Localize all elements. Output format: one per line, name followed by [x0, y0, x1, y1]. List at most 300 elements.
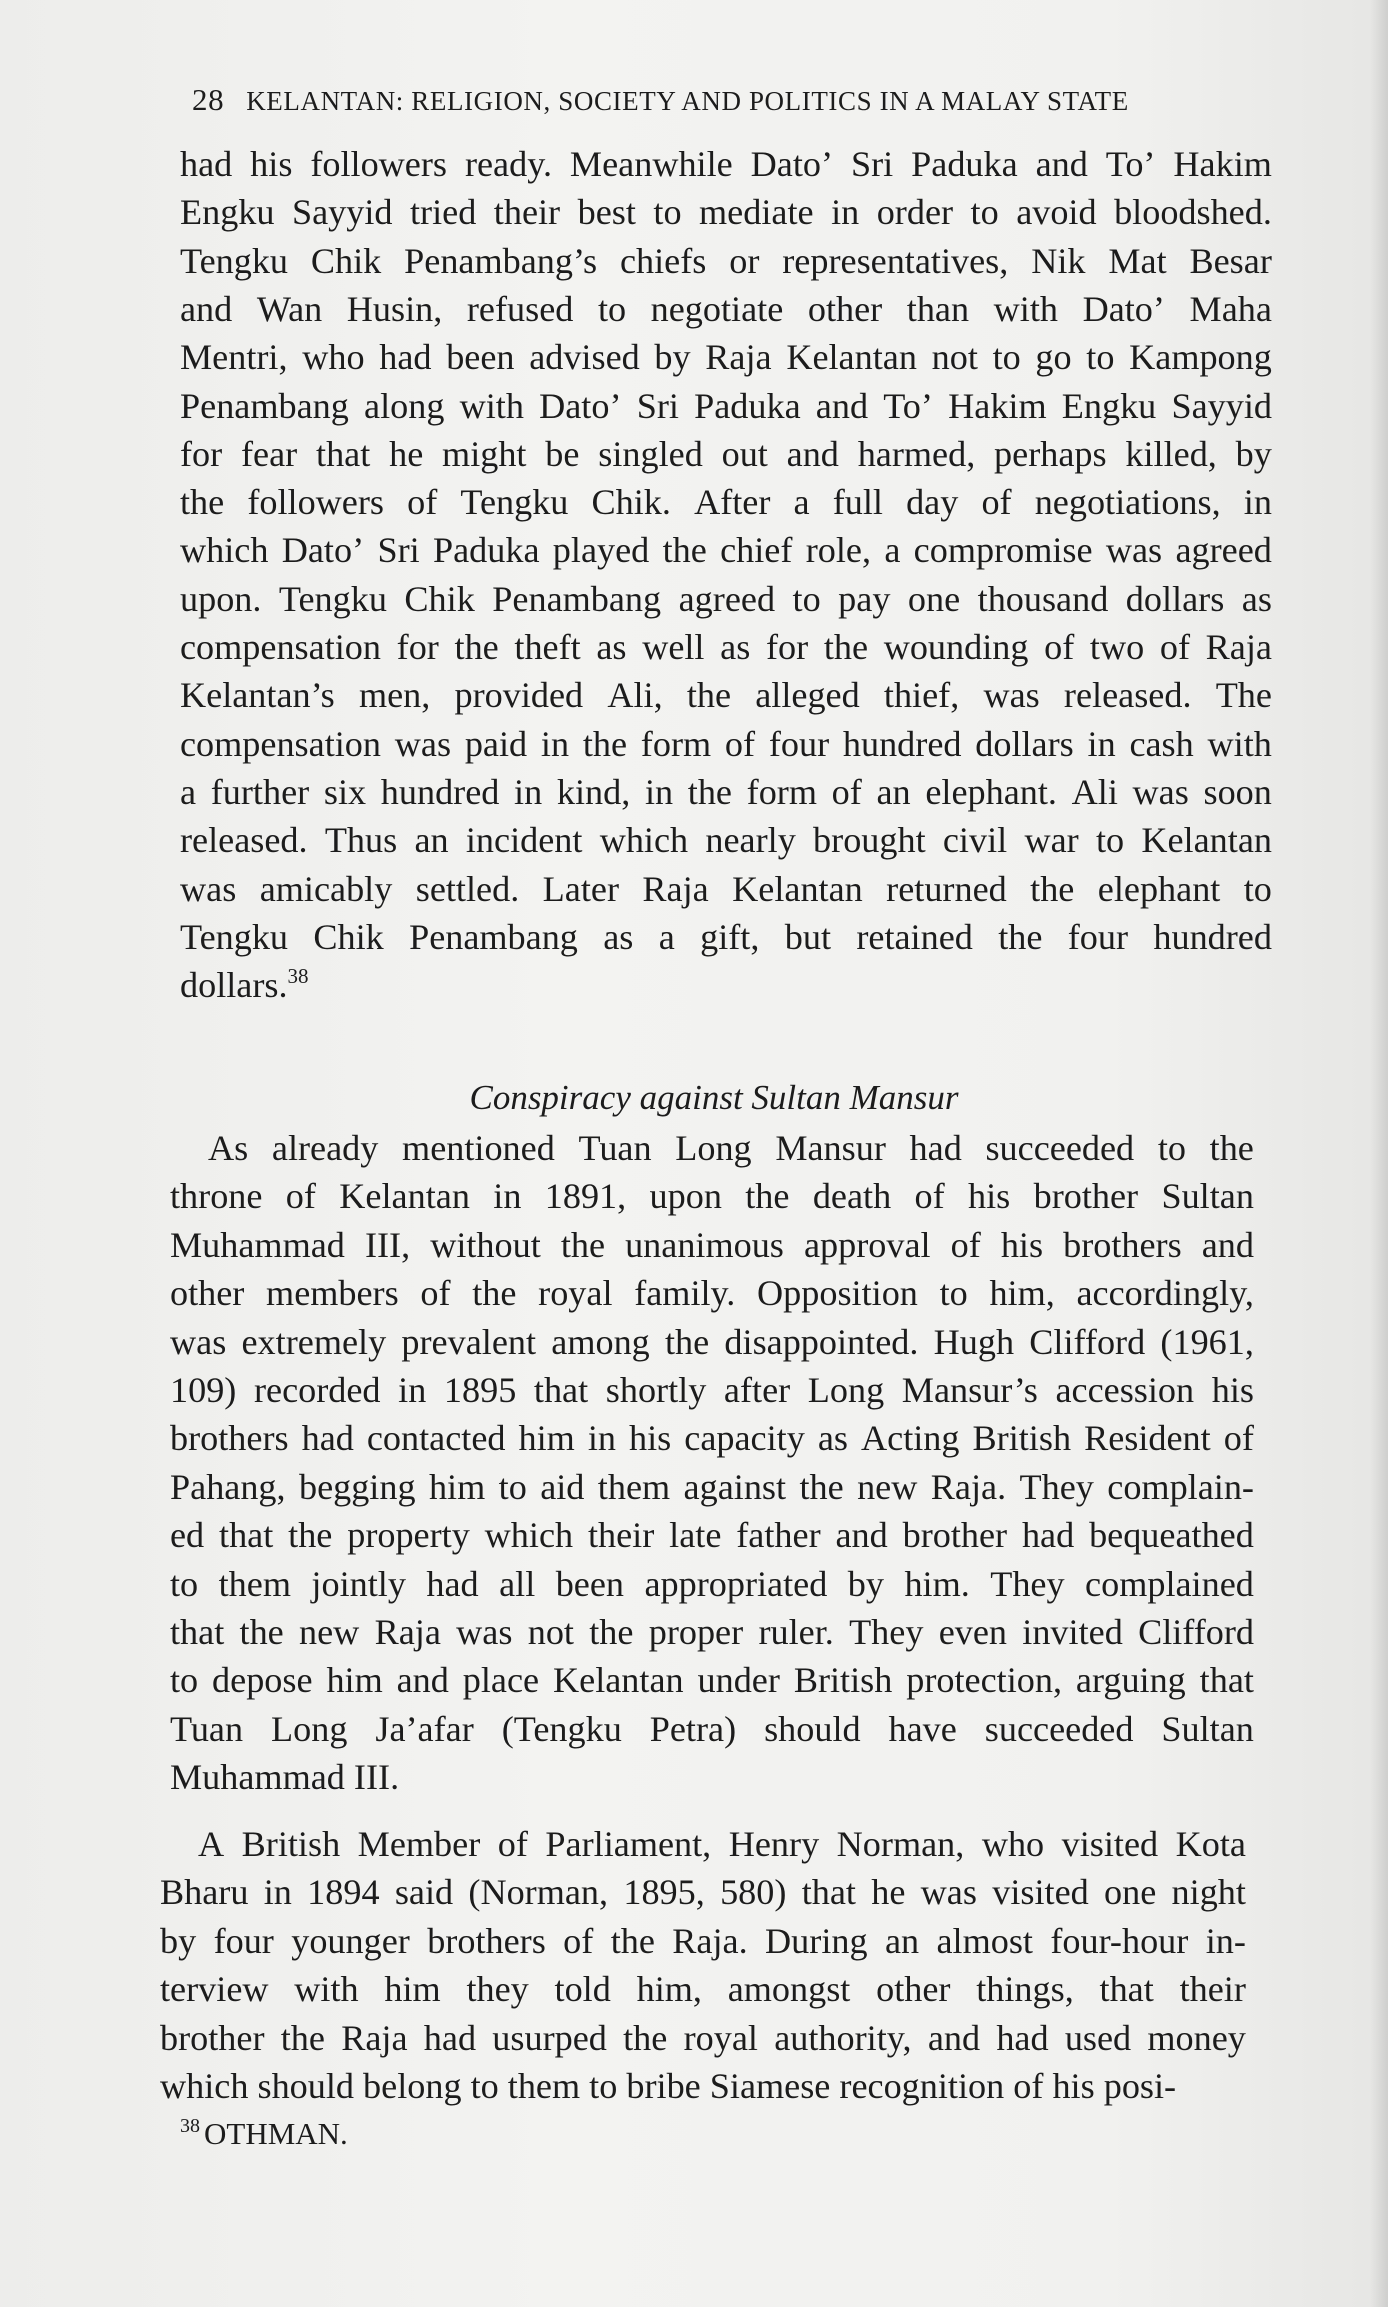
word: for	[765, 627, 809, 667]
word: might	[442, 433, 527, 474]
word: further	[210, 771, 310, 812]
word: aid	[540, 1466, 585, 1507]
word: Tengku	[278, 578, 387, 619]
text-line	[180, 720, 1272, 768]
word: by	[160, 1920, 197, 1961]
word: Dato’	[539, 385, 622, 426]
word: out	[721, 433, 768, 474]
word: in	[1243, 482, 1272, 523]
word: that	[533, 1370, 589, 1410]
word: and	[180, 288, 233, 329]
word: released.	[1063, 675, 1192, 716]
word: kind,	[556, 771, 631, 812]
word: without	[430, 1224, 541, 1265]
word: that	[801, 1872, 856, 1913]
word: British	[793, 1660, 893, 1701]
word: four	[768, 723, 830, 764]
word: negotiations,	[1034, 482, 1221, 523]
word: Chik.	[591, 482, 671, 523]
word: had	[301, 1418, 354, 1459]
word: the	[1209, 1128, 1254, 1168]
word: They	[1019, 1466, 1094, 1507]
word: used	[1064, 2017, 1132, 2058]
word: Raja	[341, 2017, 408, 2058]
word: Kelantan	[339, 1176, 470, 1217]
word: against	[683, 1466, 787, 1507]
word: the	[799, 1466, 844, 1507]
line-text: Muhammad III.	[170, 1757, 400, 1798]
word: him	[428, 1466, 486, 1507]
word: Kota	[1175, 1824, 1246, 1864]
word: as	[596, 627, 627, 667]
word: the	[623, 2017, 668, 2058]
word: than	[906, 288, 970, 329]
word: had	[423, 2017, 477, 2058]
text-line	[170, 1463, 1254, 1511]
running-title: KELANTAN: RELIGION, SOCIETY AND POLITICS IN A MALAY STATE	[246, 86, 1129, 116]
word: negotiate	[650, 288, 784, 329]
word: be	[545, 433, 580, 474]
word: been	[446, 337, 515, 378]
word: by	[847, 1563, 884, 1604]
word: Long	[271, 1708, 348, 1749]
word: that	[1199, 1660, 1254, 1701]
word: and	[786, 433, 839, 474]
text-line	[180, 623, 1272, 671]
word: (Tengku	[501, 1708, 622, 1749]
word: Tengku	[180, 916, 289, 957]
word: of	[981, 482, 1012, 523]
word: Hakim	[1173, 144, 1272, 184]
word: with	[294, 1969, 359, 2010]
word: terview	[160, 1969, 269, 2010]
word: elephant	[1097, 868, 1221, 909]
word: was	[180, 868, 237, 909]
word: Sultan	[1161, 1708, 1254, 1749]
word: that	[170, 1612, 225, 1652]
word: the	[280, 2017, 325, 2058]
word: best	[577, 192, 636, 233]
word: upon	[649, 1176, 722, 1217]
word: A	[198, 1824, 225, 1864]
word: royal	[538, 1273, 613, 1314]
word: Kelantan	[786, 337, 917, 378]
word: which	[484, 1515, 574, 1556]
word: Long	[675, 1128, 752, 1168]
word: extremely	[241, 1321, 387, 1362]
word: the	[823, 627, 869, 667]
word: his	[250, 144, 293, 184]
word: day	[906, 482, 959, 523]
word: As	[208, 1128, 249, 1168]
word: the	[472, 1273, 517, 1314]
word: night	[1171, 1872, 1246, 1913]
word: to	[653, 192, 682, 233]
word: approval	[803, 1224, 931, 1265]
word: Henry	[728, 1824, 820, 1864]
word: singled	[598, 433, 703, 474]
word: of	[724, 723, 756, 764]
word: a	[180, 771, 197, 812]
word: of	[950, 1224, 981, 1265]
word: Sayyid	[1171, 385, 1272, 426]
word: compensation	[180, 627, 381, 667]
word: Penambang’s	[404, 240, 598, 281]
word: hundred	[1153, 916, 1272, 957]
word: in	[540, 723, 570, 764]
word: hundred	[842, 723, 962, 764]
word: They	[990, 1563, 1065, 1604]
word: men,	[358, 675, 431, 716]
word: his	[968, 1176, 1011, 1217]
word: depose	[212, 1660, 313, 1701]
word: brothers	[427, 1920, 546, 1961]
text-line	[160, 1917, 1246, 1965]
word: Ali	[1071, 771, 1118, 812]
word: killed,	[1125, 433, 1217, 474]
word: (Norman,	[468, 1872, 609, 1913]
word: brother	[160, 2017, 265, 2058]
word: family.	[634, 1273, 736, 1314]
word: Clifford	[1029, 1321, 1146, 1362]
word: had	[1021, 1515, 1075, 1556]
word: Sultan	[1161, 1176, 1254, 1217]
word: Sri	[850, 144, 894, 184]
word: followers	[310, 144, 448, 184]
word: who	[981, 1824, 1045, 1864]
text-line	[180, 768, 1272, 816]
word: form	[746, 771, 817, 812]
word: British	[972, 1418, 1072, 1459]
word: chief	[720, 530, 793, 571]
word: he	[871, 1872, 906, 1913]
word: things,	[976, 1969, 1074, 2010]
word: the	[454, 627, 499, 667]
word: alleged	[755, 675, 860, 716]
word: arguing	[1075, 1660, 1186, 1701]
word: wounding	[883, 627, 1029, 667]
line-text: dollars.	[180, 965, 288, 1006]
word: Clifford	[1138, 1612, 1254, 1652]
text-line	[170, 1511, 1254, 1559]
word: of	[420, 1273, 451, 1314]
word: provided	[454, 675, 584, 716]
word: as	[603, 916, 634, 957]
word: elephant.	[925, 771, 1057, 812]
word: among	[551, 1321, 650, 1362]
word: as	[720, 627, 751, 667]
word: Dato’	[1082, 288, 1165, 329]
word: of	[1159, 627, 1191, 667]
word: to	[1086, 337, 1115, 378]
word: Later	[542, 868, 619, 909]
word: to	[597, 288, 627, 329]
word: prevalent	[401, 1321, 537, 1362]
word: his	[1211, 1370, 1254, 1410]
word: property	[347, 1515, 470, 1556]
word: 1891,	[544, 1176, 627, 1217]
word: the	[998, 916, 1043, 957]
word: ready.	[464, 144, 552, 184]
text-line	[170, 1560, 1254, 1608]
word: brought	[813, 820, 926, 861]
word: contacted	[366, 1418, 506, 1459]
word: pay	[838, 578, 891, 619]
text-line	[170, 1656, 1254, 1704]
word: that	[316, 433, 371, 474]
word: he	[389, 433, 424, 474]
word: disappointed.	[724, 1321, 919, 1362]
word: but	[784, 916, 831, 957]
word: with	[993, 288, 1058, 329]
word: their	[493, 192, 561, 233]
word: complain-	[1107, 1466, 1254, 1507]
word: thousand	[977, 578, 1109, 619]
word: that	[1099, 1969, 1154, 2010]
word: Tuan	[578, 1128, 652, 1168]
word: of	[407, 482, 438, 523]
word: to	[1243, 868, 1272, 909]
word: Opposition	[757, 1273, 918, 1314]
word: throne	[170, 1176, 263, 1217]
word: other	[170, 1273, 245, 1314]
word: to	[498, 1466, 527, 1507]
word: had	[996, 2017, 1049, 2058]
word: representatives,	[782, 240, 1009, 281]
word: Tuan	[170, 1708, 244, 1749]
text-line	[180, 333, 1272, 381]
word: Paduka	[911, 144, 1018, 184]
word: Long	[807, 1370, 885, 1410]
word: late	[669, 1515, 722, 1556]
word: protection,	[906, 1660, 1062, 1701]
word: an	[414, 820, 449, 861]
word: told	[554, 1969, 611, 2010]
word: four	[1067, 916, 1129, 957]
footnote-reference[interactable]: 38	[287, 964, 309, 989]
word: Besar	[1189, 240, 1272, 281]
word: thief,	[883, 675, 960, 716]
word: by	[1235, 433, 1272, 474]
word: four	[213, 1920, 274, 1961]
word: of	[831, 771, 862, 812]
word: Engku	[1061, 385, 1157, 426]
word: was	[920, 1872, 977, 1913]
word: retained	[856, 916, 973, 957]
word: refused	[466, 288, 574, 329]
word: had	[909, 1128, 962, 1168]
word: visited	[992, 1872, 1089, 1913]
word: death	[812, 1176, 892, 1217]
text-line	[180, 575, 1272, 623]
word: Resident	[1084, 1418, 1211, 1459]
word: to	[939, 1273, 968, 1314]
word: fear	[241, 433, 298, 474]
word: jointly	[311, 1563, 406, 1604]
word: incident	[465, 820, 583, 861]
word: Pahang,	[170, 1466, 286, 1507]
word: to	[970, 192, 999, 233]
footnote	[180, 2112, 348, 2156]
word: complained	[1085, 1563, 1254, 1604]
word: to	[1095, 820, 1125, 861]
word: four-hour	[1050, 1920, 1189, 1961]
word: in	[644, 771, 674, 812]
text-line	[170, 1172, 1254, 1220]
word: Husin,	[346, 288, 443, 329]
word: and	[927, 2017, 981, 2058]
word: almost	[936, 1920, 1033, 1961]
word: for	[396, 627, 439, 667]
word: all	[499, 1563, 536, 1604]
word: usurped	[492, 2017, 607, 2058]
word: order	[876, 192, 954, 233]
word: Penambang	[180, 385, 349, 426]
word: proper	[648, 1612, 744, 1652]
word: ruler.	[758, 1612, 834, 1652]
word: the	[589, 1612, 634, 1652]
text-line	[180, 478, 1272, 526]
word: which	[599, 820, 689, 861]
word: full	[832, 482, 883, 523]
word: 109)	[170, 1370, 237, 1410]
word: cash	[1129, 723, 1194, 764]
word: accordingly,	[1076, 1273, 1254, 1314]
text-line	[180, 671, 1272, 719]
word: the	[745, 1176, 790, 1217]
word: after	[723, 1370, 791, 1410]
word: a	[658, 916, 675, 957]
word: Sri	[377, 530, 420, 571]
word: other	[876, 1969, 951, 2010]
word: six	[323, 771, 367, 812]
word: already	[271, 1128, 379, 1168]
word: To’	[1105, 144, 1156, 184]
text-line	[180, 188, 1272, 236]
text-line	[160, 2014, 1246, 2062]
word: civil	[942, 820, 1008, 861]
word: authority,	[774, 2017, 912, 2058]
word: the	[664, 1321, 710, 1362]
word: Chik	[404, 578, 475, 619]
word: in	[831, 192, 860, 233]
word: Mansur	[775, 1128, 886, 1168]
word: which	[180, 530, 269, 571]
word: released.	[180, 820, 308, 861]
word: bequeathed	[1089, 1515, 1254, 1556]
word: the	[560, 1224, 606, 1265]
word: Engku	[180, 192, 275, 233]
word: settled.	[415, 868, 520, 909]
word: of	[1044, 627, 1075, 667]
word: an	[884, 1920, 920, 1961]
word: a	[793, 482, 810, 523]
word: father	[736, 1515, 821, 1556]
word: 1894	[307, 1872, 380, 1913]
word: for	[180, 433, 223, 474]
word: avoid	[1016, 192, 1097, 233]
word: of	[563, 1920, 594, 1961]
word: dollars	[975, 723, 1074, 764]
word: had	[379, 337, 432, 378]
word: under	[697, 1660, 780, 1701]
word: him.	[904, 1563, 970, 1604]
word: compromise	[913, 530, 1093, 571]
word: was	[1132, 771, 1189, 812]
word: their	[587, 1515, 655, 1556]
word: and	[1035, 144, 1088, 184]
word: said	[394, 1872, 454, 1913]
word: To’	[883, 385, 933, 426]
word: brother	[902, 1515, 1008, 1556]
word: role,	[805, 530, 872, 571]
word: 580)	[720, 1872, 787, 1913]
word: in	[398, 1370, 427, 1410]
text-line	[180, 865, 1272, 913]
text-line	[180, 961, 309, 1009]
page-number: 28	[192, 82, 225, 117]
footnote-number: 38	[180, 2115, 200, 2137]
word: During	[765, 1920, 868, 1961]
word: to	[792, 578, 821, 619]
word: go	[1035, 337, 1072, 378]
word: younger	[291, 1920, 410, 1961]
word: the	[180, 482, 225, 523]
word: had	[180, 144, 233, 184]
word: their	[1179, 1969, 1246, 2010]
word: III,	[364, 1224, 411, 1265]
word: one	[907, 578, 961, 619]
word: harmed,	[857, 433, 976, 474]
word: accession	[1055, 1370, 1195, 1410]
word: place	[462, 1660, 540, 1701]
word: Dato’	[281, 530, 365, 571]
word: in	[587, 1418, 616, 1459]
word: Kelantan’s	[180, 675, 335, 716]
word: Raja	[374, 1612, 441, 1652]
word: gift,	[700, 916, 760, 957]
word: brothers	[1063, 1224, 1182, 1265]
word: even	[938, 1612, 1008, 1652]
word: Kelantan	[553, 1660, 684, 1701]
word: Mentri,	[180, 337, 288, 378]
word: succeeded	[984, 1708, 1134, 1749]
word: to	[992, 337, 1021, 378]
word: him	[326, 1660, 383, 1701]
word: with	[1207, 723, 1272, 764]
word: in	[514, 771, 543, 812]
word: dollars	[1125, 578, 1225, 619]
word: and	[835, 1515, 888, 1556]
word: not	[527, 1612, 574, 1652]
word: him,	[636, 1969, 702, 2010]
section-heading: Conspiracy against Sultan Mansur	[469, 1078, 959, 1117]
word: visited	[1061, 1824, 1159, 1864]
word: Wan	[256, 288, 323, 329]
word: in	[1087, 723, 1116, 764]
text-line	[180, 285, 1272, 333]
word: of	[497, 1824, 528, 1864]
word: Member	[357, 1824, 481, 1864]
word: the	[1030, 868, 1075, 909]
text-line	[170, 1269, 1254, 1317]
line-text: which should belong to them to bribe Siamese recognition of his posi-	[160, 2066, 1177, 2106]
word: Petra)	[649, 1708, 737, 1749]
word: Tengku	[460, 482, 569, 523]
footnote-text: OTHMAN.	[204, 2116, 348, 2151]
word: Paduka	[694, 385, 801, 426]
word: The	[1215, 675, 1272, 716]
